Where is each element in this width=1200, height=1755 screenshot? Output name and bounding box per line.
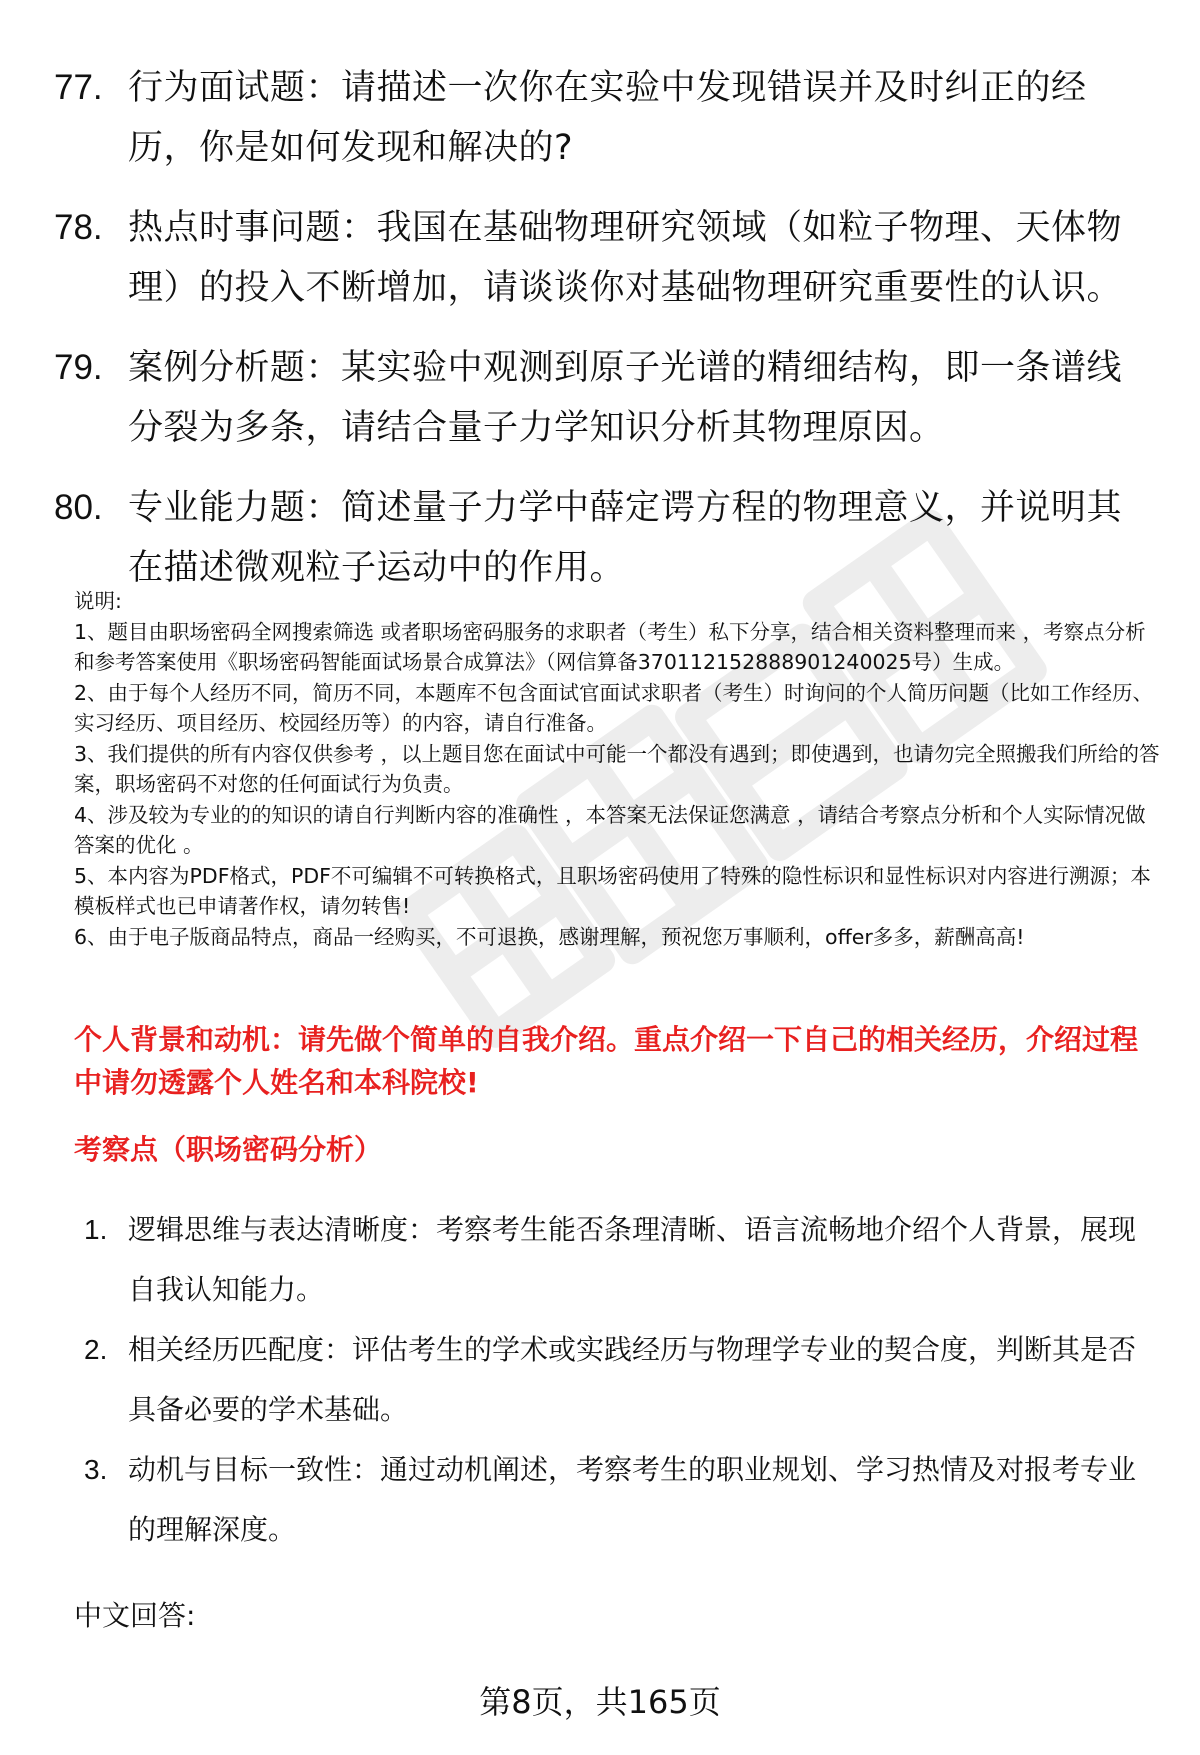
point-number: 2.: [84, 1334, 108, 1365]
point-text: 动机与目标一致性：通过动机阐述，考察考生的职业规划、学习热情及对报考专业的理解深度。: [128, 1453, 1137, 1546]
question-item: [54, 338, 1154, 458]
question-text: 热点时事问题：我国在基础物理研究领域（如粒子物理、天体物理）的投入不断增加，请谈谈你对基础物理研究重要性的认识。: [128, 208, 1123, 308]
answer-label: 中文回答:: [74, 1599, 196, 1632]
question-item: [54, 478, 1154, 598]
question-item: [54, 198, 1154, 318]
question-text: 案例分析题：某实验中观测到原子光谱的精细结构，即一条谱线分裂为多条，请结合量子力学知识分析其物理原因。: [128, 348, 1123, 448]
note-item: 6、由于电子版商品特点，商品一经购买，不可退换，感谢理解，预祝您万事顺利，offer多多，薪酬高高!: [74, 924, 1025, 949]
notes-block: [74, 586, 1164, 952]
point-number: 1.: [84, 1214, 108, 1245]
question-number: 77.: [54, 68, 103, 107]
question-number: 79.: [54, 348, 103, 387]
question-text: 专业能力题：简述量子力学中薛定谔方程的物理意义，并说明其在描述微观粒子运动中的作用。: [128, 488, 1123, 588]
assessment-point-list: [84, 1200, 1164, 1560]
question-text: 行为面试题：请描述一次你在实验中发现错误并及时纠正的经历，你是如何发现和解决的?: [128, 68, 1087, 168]
note-item: 5、本内容为PDF格式，PDF不可编辑不可转换格式，且职场密码使用了特殊的隐性标识和显性标识对内容进行溯源；本模板样式也已申请著作权，请勿转售!: [74, 863, 1151, 918]
note-item: 2、由于每个人经历不同，简历不同，本题库不包含面试官面试求职者（考生）时询问的个人简历问题（比如工作经历、实习经历、项目经历、校园经历等）的内容，请自行准备。: [74, 680, 1154, 735]
assessment-point: [84, 1200, 1164, 1320]
page-indicator: 第8页，共165页: [479, 1683, 721, 1721]
notes-title: 说明:: [74, 589, 122, 613]
note-item: 4、涉及较为专业的的知识的请自行判断内容的准确性 ，本答案无法保证您满意 ，请结合考察点分析和个人实际情况做答案的优化 。: [74, 802, 1146, 857]
assessment-point: [84, 1440, 1164, 1560]
point-text: 逻辑思维与表达清晰度：考察考生能否条理清晰、语言流畅地介绍个人背景，展现自我认知能力。: [128, 1213, 1137, 1306]
note-item: 1、题目由职场密码全网搜索筛选 或者职场密码服务的求职者（考生）私下分享，结合相关资料整理而来 ，考察点分析和参考答案使用《职场密码智能面试场景合成算法》（网信算备370112152888901240025号）生成。: [74, 619, 1146, 674]
section-subheading: 考察点（职场密码分析）: [74, 1133, 383, 1166]
question-number: 78.: [54, 208, 103, 247]
point-number: 3.: [84, 1454, 108, 1485]
question-item: [54, 58, 1154, 178]
question-number: 80.: [54, 488, 103, 527]
section-heading: 个人背景和动机：请先做个简单的自我介绍。重点介绍一下自己的相关经历，介绍过程中请勿透露个人姓名和本科院校!: [74, 1023, 1139, 1099]
assessment-point: [84, 1320, 1164, 1440]
point-text: 相关经历匹配度：评估考生的学术或实践经历与物理学专业的契合度，判断其是否具备必要的学术基础。: [128, 1333, 1137, 1426]
note-item: 3、我们提供的所有内容仅供参考 ，以上题目您在面试中可能一个都没有遇到；即使遇到，也请勿完全照搬我们所给的答案，职场密码不对您的任何面试行为负责。: [74, 741, 1160, 796]
question-list: [54, 58, 1154, 618]
